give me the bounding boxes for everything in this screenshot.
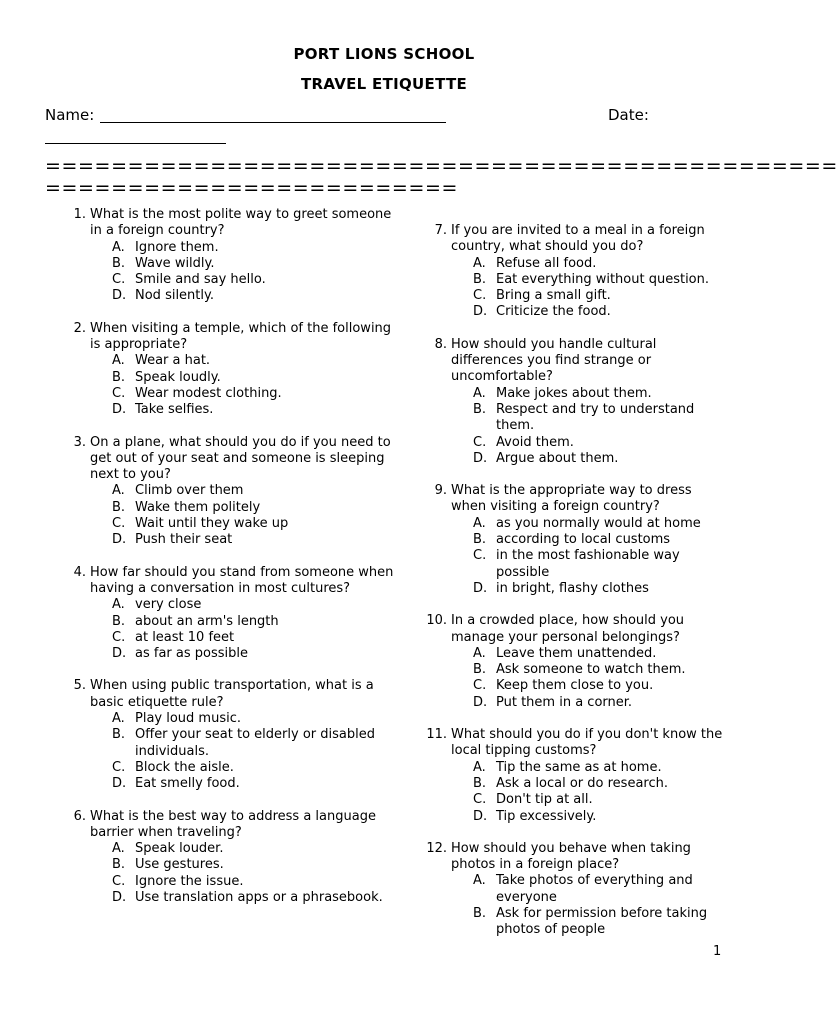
answer-option[interactable] xyxy=(90,402,394,418)
option-text: Block the aisle. xyxy=(135,759,234,775)
option-text: Ask for permission before taking photos of people xyxy=(496,905,708,938)
option-letter: D. xyxy=(473,304,488,320)
option-letter: A. xyxy=(473,873,486,889)
option-letter: B. xyxy=(112,369,126,385)
answer-option[interactable] xyxy=(90,614,394,630)
option-letter: A. xyxy=(112,483,125,499)
answer-option[interactable] xyxy=(451,873,725,906)
option-text: Offer your seat to elderly or disabled individuals. xyxy=(135,727,375,759)
option-letter: A. xyxy=(112,711,125,727)
answer-option[interactable] xyxy=(451,532,725,548)
option-letter: D. xyxy=(473,450,488,466)
option-text: Respect and try to understand them. xyxy=(496,401,695,434)
option-text: Eat everything without question. xyxy=(496,271,710,287)
option-text: Speak louder. xyxy=(135,841,224,857)
question-number: 11. xyxy=(426,727,447,743)
option-text: about an arm's length xyxy=(135,613,279,629)
answer-options xyxy=(90,483,394,548)
name-blank-line[interactable] xyxy=(100,122,446,123)
answer-option[interactable] xyxy=(90,597,394,613)
answer-option[interactable] xyxy=(90,288,394,304)
option-text: Ask a local or do research. xyxy=(496,775,668,791)
option-letter: A. xyxy=(112,239,125,255)
answer-option[interactable] xyxy=(451,678,725,694)
worksheet-title: TRAVEL ETIQUETTE xyxy=(300,75,468,93)
answer-option[interactable] xyxy=(451,402,725,435)
separator-line: ================================================ xyxy=(45,155,838,177)
question-item xyxy=(64,321,394,419)
option-text: Put them in a corner. xyxy=(496,694,633,710)
date-label: Date: xyxy=(608,106,649,124)
question-number: 9. xyxy=(434,483,447,499)
option-text: Speak loudly. xyxy=(135,369,221,385)
question-number: 5. xyxy=(73,678,86,694)
option-text: Wave wildly. xyxy=(135,255,215,271)
option-letter: C. xyxy=(112,873,126,889)
option-letter: C. xyxy=(112,385,126,401)
answer-option[interactable] xyxy=(90,353,394,369)
option-letter: B. xyxy=(112,857,126,873)
answer-options xyxy=(451,646,725,711)
option-letter: B. xyxy=(473,662,487,678)
option-text: Wake them politely xyxy=(135,499,261,515)
option-letter: B. xyxy=(473,401,487,417)
answer-options xyxy=(90,597,394,662)
option-text: Wear modest clothing. xyxy=(135,385,282,401)
question-text: In a crowded place, how should you manage your personal belongings? xyxy=(451,613,685,645)
option-text: in bright, flashy clothes xyxy=(496,580,649,596)
option-text: Ask someone to watch them. xyxy=(496,662,686,678)
question-text: If you are invited to a meal in a foreign country, what should you do? xyxy=(451,223,705,255)
option-letter: A. xyxy=(473,255,486,271)
answer-option[interactable] xyxy=(451,760,725,776)
question-item xyxy=(425,483,725,597)
option-text: Take photos of everything and everyone xyxy=(496,873,693,905)
question-text: When using public transportation, what is a basic etiquette rule? xyxy=(90,678,374,710)
question-number: 12. xyxy=(426,840,447,856)
option-letter: B. xyxy=(473,905,487,921)
option-text: Use translation apps or a phrasebook. xyxy=(135,889,383,905)
option-text: Leave them unattended. xyxy=(496,645,657,661)
question-number: 3. xyxy=(73,434,86,450)
answer-option[interactable] xyxy=(90,760,394,776)
option-text: Play loud music. xyxy=(135,711,241,727)
option-text: Take selfies. xyxy=(135,402,214,418)
answer-option[interactable] xyxy=(451,906,725,939)
answer-option[interactable] xyxy=(90,874,394,890)
option-letter: B. xyxy=(112,613,126,629)
answer-option[interactable] xyxy=(90,386,394,402)
option-text: Argue about them. xyxy=(496,450,619,466)
page-number: 1 xyxy=(713,944,722,959)
answer-options xyxy=(451,256,725,321)
option-letter: D. xyxy=(112,646,127,662)
answer-option[interactable] xyxy=(90,483,394,499)
option-letter: B. xyxy=(112,499,126,515)
option-text: very close xyxy=(135,597,202,613)
answer-option[interactable] xyxy=(90,776,394,792)
answer-option[interactable] xyxy=(90,727,394,760)
option-text: as far as possible xyxy=(135,646,248,662)
question-text: On a plane, what should you do if you need to get out of your seat and someone is sleeping next to you? xyxy=(90,434,391,483)
option-letter: A. xyxy=(112,353,125,369)
question-text: How should you handle cultural differences you find strange or uncomfortable? xyxy=(451,336,657,385)
option-text: Use gestures. xyxy=(135,857,224,873)
answer-option[interactable] xyxy=(90,857,394,873)
option-text: Push their seat xyxy=(135,532,233,548)
answer-option[interactable] xyxy=(451,581,725,597)
answer-option[interactable] xyxy=(90,256,394,272)
question-text: What should you do if you don't know the local tipping customs? xyxy=(451,727,723,759)
option-letter: B. xyxy=(112,255,126,271)
option-letter: A. xyxy=(112,597,125,613)
option-text: Ignore them. xyxy=(135,239,219,255)
question-text: How should you behave when taking photos in a foreign place? xyxy=(451,840,691,873)
option-text: Tip the same as at home. xyxy=(496,759,662,775)
answer-option[interactable] xyxy=(451,256,725,272)
option-letter: B. xyxy=(473,532,487,548)
question-number: 8. xyxy=(434,336,447,352)
option-letter: C. xyxy=(112,759,126,775)
option-text: Refuse all food. xyxy=(496,255,597,271)
question-number: 10. xyxy=(426,613,447,629)
option-letter: C. xyxy=(473,288,487,304)
question-text: How far should you stand from someone when having a conversation in most cultures? xyxy=(90,564,394,596)
option-letter: C. xyxy=(473,548,487,564)
answer-option[interactable] xyxy=(451,548,725,581)
question-item xyxy=(425,841,725,939)
option-letter: D. xyxy=(473,580,488,596)
option-text: Bring a small gift. xyxy=(496,288,611,304)
answer-options xyxy=(90,353,394,418)
option-letter: C. xyxy=(473,678,487,694)
option-letter: D. xyxy=(473,808,488,824)
answer-option[interactable] xyxy=(90,841,394,857)
question-item xyxy=(64,678,394,792)
option-letter: C. xyxy=(473,792,487,808)
option-letter: B. xyxy=(473,775,487,791)
option-text: Nod silently. xyxy=(135,288,214,304)
option-letter: D. xyxy=(473,694,488,710)
question-item xyxy=(64,435,394,549)
option-text: Smile and say hello. xyxy=(135,272,266,288)
option-text: Make jokes about them. xyxy=(496,385,652,401)
question-item xyxy=(64,809,394,907)
option-letter: C. xyxy=(112,629,126,645)
option-letter: A. xyxy=(473,385,486,401)
answer-option[interactable] xyxy=(451,451,725,467)
answer-options xyxy=(90,841,394,906)
question-text: What is the best way to address a language barrier when traveling? xyxy=(90,808,376,840)
option-letter: C. xyxy=(112,272,126,288)
answer-option[interactable] xyxy=(90,890,394,906)
answer-option[interactable] xyxy=(90,272,394,288)
option-text: at least 10 feet xyxy=(135,629,235,645)
answer-option[interactable] xyxy=(90,240,394,256)
option-text: Keep them close to you. xyxy=(496,678,654,694)
answer-option[interactable] xyxy=(451,809,725,825)
answer-option[interactable] xyxy=(90,711,394,727)
answer-option[interactable] xyxy=(451,435,725,451)
answer-options xyxy=(451,760,725,825)
option-text: Avoid them. xyxy=(496,434,574,450)
answer-option[interactable] xyxy=(90,516,394,532)
answer-option[interactable] xyxy=(451,288,725,304)
option-letter: D. xyxy=(112,889,127,905)
option-text: Wait until they wake up xyxy=(135,516,289,532)
answer-option[interactable] xyxy=(451,776,725,792)
answer-option[interactable] xyxy=(451,792,725,808)
date-blank-line[interactable] xyxy=(45,143,226,144)
answer-option[interactable] xyxy=(451,695,725,711)
question-text: What is the most polite way to greet someone in a foreign country? xyxy=(90,207,392,239)
option-text: as you normally would at home xyxy=(496,515,701,531)
answer-option[interactable] xyxy=(451,272,725,288)
question-text: What is the appropriate way to dress when visiting a foreign country? xyxy=(451,483,692,515)
option-letter: A. xyxy=(473,515,486,531)
option-letter: D. xyxy=(112,776,127,792)
option-letter: B. xyxy=(473,271,487,287)
question-text: When visiting a temple, which of the following is appropriate? xyxy=(90,320,392,353)
question-item xyxy=(64,207,394,305)
option-text: Tip excessively. xyxy=(496,808,597,824)
option-text: Criticize the food. xyxy=(496,304,611,320)
question-number: 1. xyxy=(73,207,86,222)
option-letter: A. xyxy=(112,841,125,857)
question-number: 7. xyxy=(434,223,447,238)
answer-options xyxy=(451,516,725,597)
separator-line: ========================= xyxy=(45,177,458,199)
option-text: Eat smelly food. xyxy=(135,776,240,792)
option-text: in the most fashionable way possible xyxy=(496,548,680,580)
option-letter: D. xyxy=(112,288,127,304)
option-text: Don't tip at all. xyxy=(496,792,593,808)
answer-options xyxy=(90,711,394,792)
answer-option[interactable] xyxy=(451,646,725,662)
answer-option[interactable] xyxy=(90,370,394,386)
question-item xyxy=(64,565,394,663)
option-letter: C. xyxy=(473,434,487,450)
answer-option[interactable] xyxy=(90,630,394,646)
answer-option[interactable] xyxy=(90,500,394,516)
option-text: according to local customs xyxy=(496,532,671,548)
question-number: 6. xyxy=(73,808,86,824)
option-letter: C. xyxy=(112,516,126,532)
question-item xyxy=(425,613,725,711)
answer-option[interactable] xyxy=(90,532,394,548)
answer-option[interactable] xyxy=(451,304,725,320)
name-label: Name: xyxy=(45,106,95,124)
answer-option[interactable] xyxy=(451,516,725,532)
questions-right-column xyxy=(425,223,725,955)
answer-option[interactable] xyxy=(451,662,725,678)
answer-options xyxy=(451,873,725,938)
answer-options xyxy=(451,386,725,467)
question-number: 4. xyxy=(73,564,86,580)
option-letter: D. xyxy=(112,402,127,418)
question-item xyxy=(425,727,725,825)
option-letter: A. xyxy=(473,759,486,775)
option-letter: D. xyxy=(112,532,127,548)
question-item xyxy=(425,223,725,321)
answer-option[interactable] xyxy=(90,646,394,662)
option-letter: B. xyxy=(112,727,126,743)
option-text: Climb over them xyxy=(135,483,244,499)
option-text: Wear a hat. xyxy=(135,353,211,369)
option-letter: A. xyxy=(473,645,486,661)
answer-options xyxy=(90,240,394,305)
question-number: 2. xyxy=(73,320,86,336)
answer-option[interactable] xyxy=(451,386,725,402)
questions-left-column xyxy=(64,207,394,922)
question-item xyxy=(425,337,725,467)
option-text: Ignore the issue. xyxy=(135,873,244,889)
school-name: PORT LIONS SCHOOL xyxy=(293,45,475,63)
